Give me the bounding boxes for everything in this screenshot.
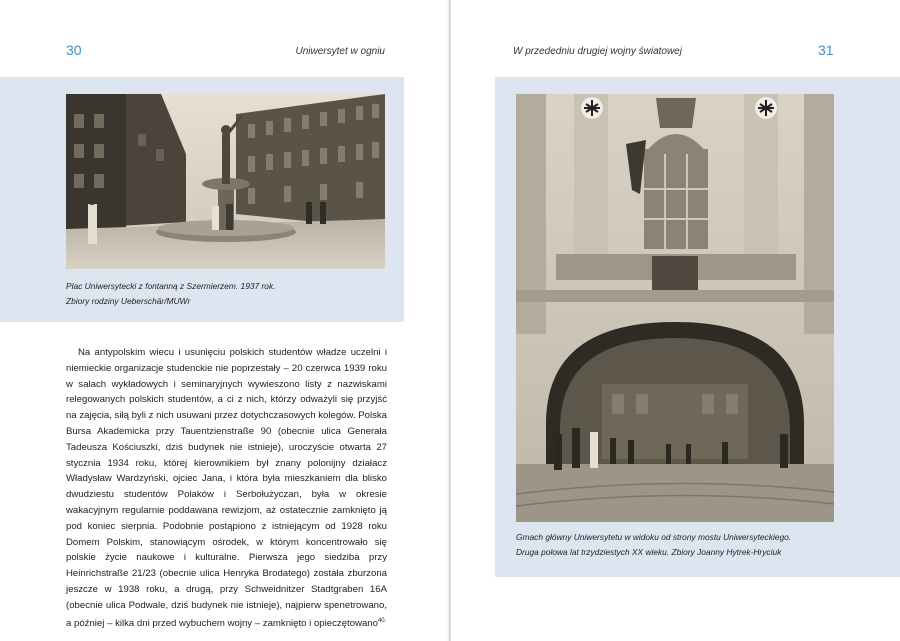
photo-panel [0,77,404,322]
page-number: 31 [818,42,834,58]
footnote-ref: 40. [377,617,387,624]
body-text [66,345,387,632]
caption-line: Gmach główny Uniwersytetu w widoku od strony mostu Uniwersyteckiego. [516,532,792,542]
photo-panel [495,77,900,577]
photo-caption [66,279,396,309]
page-number: 30 [66,42,82,58]
caption-line: Zbiory rodziny Ueberschär/MUWr [66,296,191,306]
caption-line: Druga połowa lat trzydziestych XX wieku. Zbiory Joanny Hytrek-Hryciuk [516,547,782,557]
body-paragraph: Na antypolskim wiecu i usunięciu polskich studentów władze uczelni i niemieckie organizacje studenckie nie poprzestały – 20 czerwca 1939 roku w salach wykładowych i seminaryjnych wywieszono listy z nazwiskami relegowanych polskich studentów, a ci z nich, którzy odważyli się przyjść na zajęcia, siłą byli z nich usuwani przez dotychczasowych kolegów. Polska Bursa Akademicka przy Tauentzienstraße 90 (obecnie ulica Generała Tadeusza Kościuszki, dziś budynek nie istnieje), uroczyście otwarta 27 stycznia 1934 roku, której kierownikiem był znany polonijny działacz Władysław Wardzyński, ojciec Jana, i która była mieszkaniem dla blisko dwudziestu studentów Polaków i Serbołużyczan, była w okresie wakacyjnym regularnie poddawana rewizjom, aż ostatecznie zamknięto ją pod koniec sierpnia. Podobnie postąpiono z istniejącym od 1928 roku Domem Polskim, stanowiącym ośrodek, w którym koncentrowało się polskie życie naukowe i kulturalne. Pierwsza jego siedziba przy Heinrichstraße 21/23 (obecnie ulica Henryka Brodatego) została zburzona jeszcze w 1938 roku, a drugą, przy Schweidnitzer Stadtgraben 16A (obecnie ulica Podwale, dziś budynek nie istnieje), najpierw spenetrowano, a później – kilka dni przed wybuchem wojny – zamknięto i opieczętowano [66,347,388,629]
running-head: Uniwersytet w ogniu [295,46,385,57]
caption-line: Plac Uniwersytecki z fontanną z Szermierzem. 1937 rok. [66,281,276,291]
photo-university-square [66,94,385,269]
photo-caption [516,530,896,560]
left-page [0,0,449,641]
right-page [451,0,900,641]
running-head: W przededniu drugiej wojny światowej [513,46,682,57]
photo-university-main-building [516,94,834,522]
